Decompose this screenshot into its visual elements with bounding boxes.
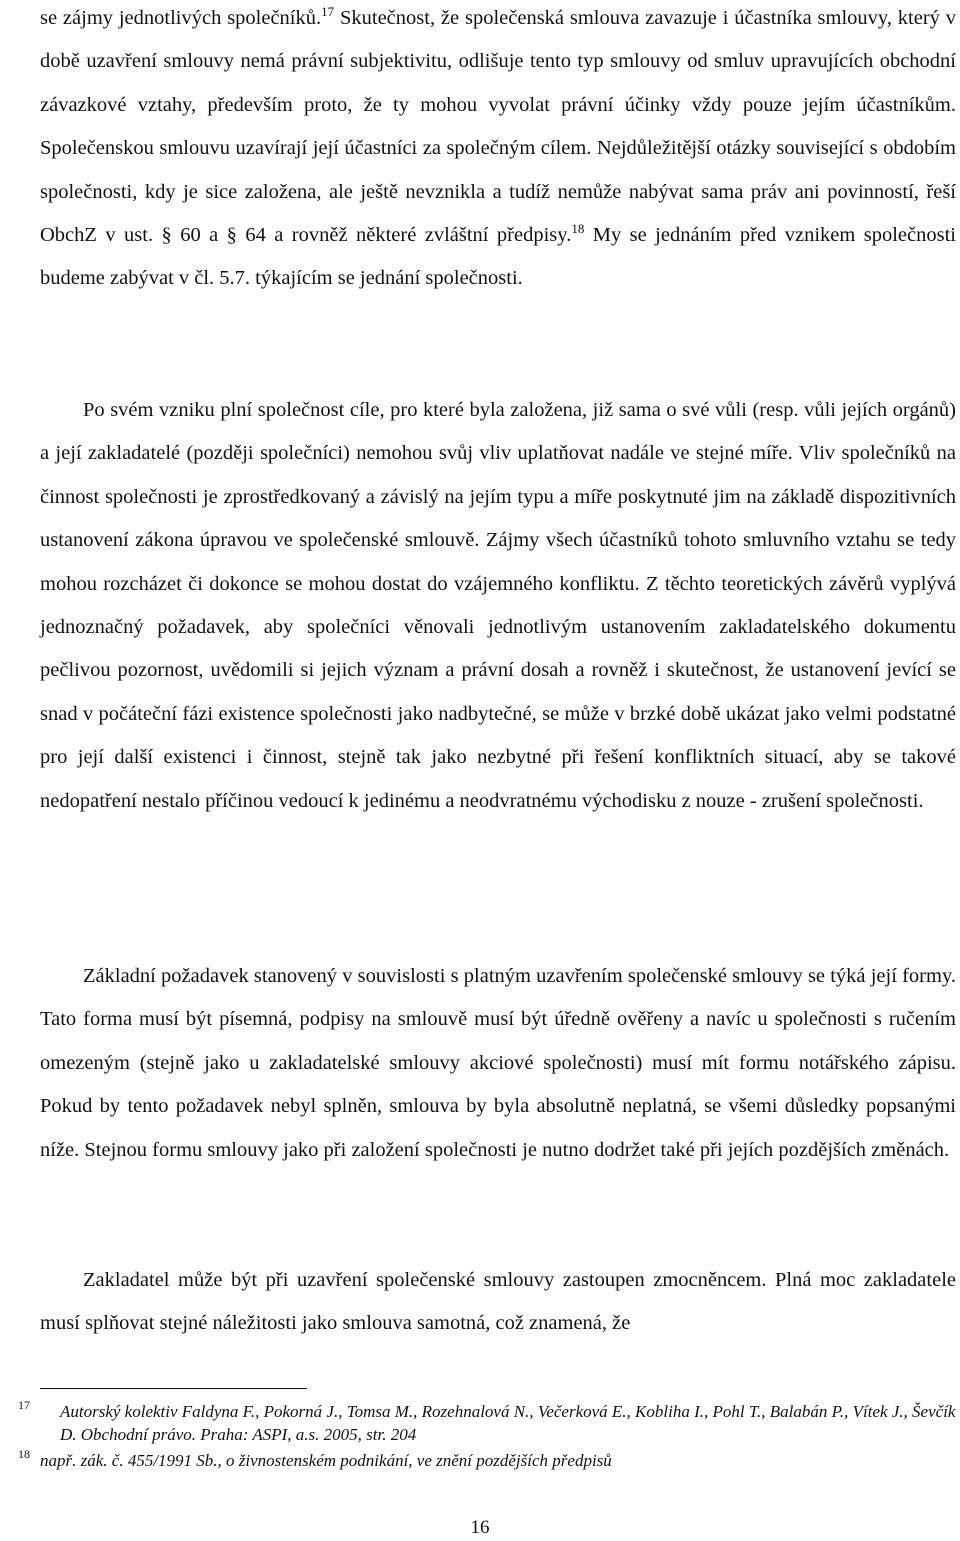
footnote-17 <box>18 1398 960 1446</box>
paragraph-1 <box>40 0 956 301</box>
paragraph-1-text-c: My se jednáním před vznikem společnosti budeme zabývat v čl. 5.7. týkajícím se jednání společnosti. <box>40 224 956 290</box>
footnote-ref-17[interactable]: 17 <box>321 4 335 20</box>
footnote-18-number: 18 <box>18 1447 30 1461</box>
footnote-ref-18[interactable]: 18 <box>571 221 585 237</box>
footnote-17-number: 17 <box>18 1398 30 1412</box>
paragraph-1-text-b: Skutečnost, že společenská smlouva zavazuje i účastníka smlouvy, který v době uzavření smlouvy nemá právní subjektivitu, odlišuje tento typ smlouvy od smluv upravujících obchodní závazkové vztahy, především proto, že ty mohou vyvolat právní účinky vždy pouze jejím účastníkům. Společenskou smlouvu uzavírají její účastníci za společným cílem. Nejdůležitější otázky související s obdobím společnosti, kdy je sice založena, ale ještě nevznikla a tudíž nemůže nabývat sama práv ani povinností, řeší ObchZ v ust. § 60 a § 64 a rovněž některé zvláštní předpisy. <box>40 7 957 247</box>
footnote-17-text: Autorský kolektiv Faldyna F., Pokorná J., Tomsa M., Rozehnalová N., Večerková E., Kobliha I., Pohl T., Balabán P., Vítek J., Ševčík D. Obchodní právo. Praha: ASPI, a.s. 2005, str. 204 <box>60 1402 956 1444</box>
page-number: 16 <box>470 1517 490 1538</box>
footnote-separator <box>40 1388 307 1389</box>
footnote-18-text: např. zák. č. 455/1991 Sb., o živnostenském podnikání, ve znění pozdějších předpisů <box>40 1451 612 1470</box>
paragraph-2: Po svém vzniku plní společnost cíle, pro které byla založena, již sama o své vůli (resp. vůli jejích orgánů) a její zakladatelé (později společníci) nemohou svůj vliv uplatňovat nadále ve stejné míře. Vliv společníků na činnost společnosti je zprostředkovaný a závislý na jejím typu a míře poskytnuté jim na základě dispozitivních ustanovení zákona úpravou ve společenské smlouvě. Zájmy všech účastníků tohoto smluvního vztahu se tedy mohou rozcházet či dokonce se mohou dostat do vzájemného konfliktu. Z těchto teoretických závěrů vyplývá jednoznačný požadavek, aby společníci věnovali jednotlivým ustanovením zakladatelského dokumentu pečlivou pozornost, uvědomili si jejich význam a právní dosah a rovněž i skutečnost, že ustanovení jevící se snad v počáteční fázi existence společnosti jako nadbytečné, se může v brzké době ukázat jako velmi podstatné pro její další existenci i činnost, stejně tak jako nezbytné při řešení konfliktních situací, aby se takové nedopatření nestalo příčinou vedoucí k jedinému a neodvratnému východisku z nouze - zrušení společnosti. <box>40 399 956 812</box>
paragraph-1-text-a: se zájmy jednotlivých společníků. <box>40 7 322 29</box>
paragraph-4: Zakladatel může být při uzavření společenské smlouvy zastoupen zmocněncem. Plná moc zakladatele musí splňovat stejné náležitosti jako smlouva samotná, což znamená, že <box>40 1269 956 1335</box>
paragraph-3: Základní požadavek stanovený v souvislosti s platným uzavřením společenské smlouvy se týká její formy. Tato forma musí být písemná, podpisy na smlouvě musí být úředně ověřeny a navíc u společnosti s ručením omezeným (stejně jako u zakladatelské smlouvy akciové společnosti) musí mít formu notářského zápisu. Pokud by tento požadavek nebyl splněn, smlouva by byla absolutně neplatná, se všemi důsledky popsanými níže. Stejnou formu smlouvy jako při založení společnosti je nutno dodržet také při jejích pozdějších změnách. <box>40 965 956 1161</box>
footnote-18 <box>18 1447 956 1472</box>
